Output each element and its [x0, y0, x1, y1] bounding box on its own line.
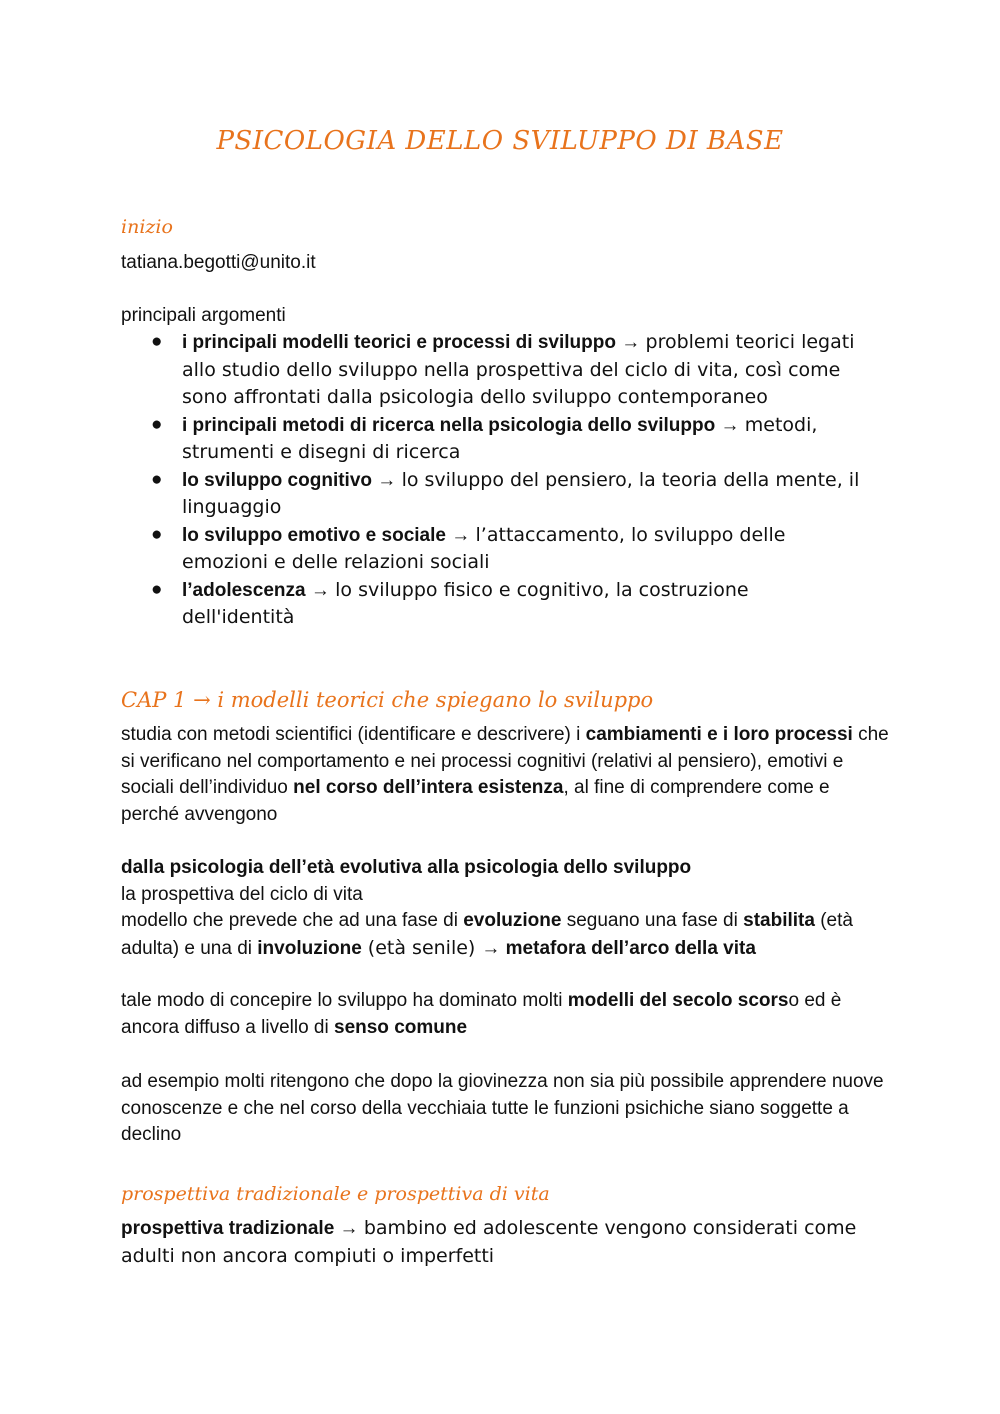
arrow: → [445, 524, 476, 546]
cap1-paragraph-1: studia con metodi scientifici (identificare e descrivere) i cambiamenti e i loro processi che si verificano nel comportamento e nei processi cognitivi (relativi al pensiero), emotivi e sociali dell’individuo nel corso dell’intera esistenza, al fine di comprendere come e perché avvengono [121, 724, 889, 825]
argomenti-list [121, 329, 861, 632]
arrow: → [615, 332, 646, 353]
document-title: PSICOLOGIA DELLO SVILUPPO DI BASE [216, 126, 784, 156]
bullet-text: l’attaccamento, lo sviluppo delle emozioni e delle relazioni sociali [182, 523, 786, 573]
prospettiva-paragraph: prospettiva tradizionale → bambino ed adolescente vengono considerati come adulti non ancora compiuti o imperfetti [121, 1217, 857, 1267]
bullet-icon: ● [151, 523, 163, 545]
bullet-icon: ● [151, 413, 163, 435]
bullet-text: problemi teorici legati allo studio dello sviluppo nella prospettiva del ciclo di vita, così come sono affrontati dalla psicologia dello sviluppo contemporaneo [182, 331, 855, 408]
bullet-icon: ● [151, 578, 163, 600]
bullet-icon: ● [151, 468, 163, 490]
bullet-bold: lo sviluppo emotivo e sociale [182, 524, 446, 546]
argomenti-label: principali argomenti [121, 305, 286, 326]
bullet-text: lo sviluppo del pensiero, la teoria della mente, il linguaggio [182, 468, 860, 518]
bullet-text: lo sviluppo fisico e cognitivo, la costruzione dell'identità [182, 578, 749, 628]
heading-prospettiva: prospettiva tradizionale e prospettiva di vita [121, 1183, 550, 1205]
arrow: → [372, 469, 402, 491]
subheading-bold: dalla psicologia dell’età evolutiva alla psicologia dello sviluppo [121, 857, 692, 878]
list-item [121, 522, 861, 577]
bullet-icon: ● [151, 331, 163, 352]
ciclo-di-vita-line: la prospettiva del ciclo di vita [121, 883, 363, 905]
bullet-bold: i principali metodi di ricerca nella psicologia dello sviluppo [182, 414, 716, 436]
arrow: → [305, 579, 336, 601]
cap1-paragraph-2 [121, 855, 891, 962]
arrow: → [715, 414, 745, 436]
cap1-paragraph-3: tale modo di concepire lo sviluppo ha dominato molti modelli del secolo scorso ed è ancora diffuso a livello di senso comune [121, 990, 842, 1038]
cap1-paragraph-4: ad esempio molti ritengono che dopo la giovinezza non sia più possibile apprendere nuove conoscenze e che nel corso della vecchiaia tutte le funzioni psichiche siano soggette a declino [121, 1071, 884, 1145]
bullet-bold: l’adolescenza [182, 579, 306, 601]
bullet-text: metodi, strumenti e disegni di ricerca [182, 413, 818, 463]
heading-inizio: inizio [121, 216, 173, 238]
heading-cap1: CAP 1 → i modelli teorici che spiegano lo sviluppo [121, 688, 654, 712]
email-text: tatiana.begotti@unito.it [121, 252, 316, 273]
list-item [121, 412, 861, 467]
list-item [121, 329, 861, 412]
bullet-bold: i principali modelli teorici e processi di sviluppo [182, 332, 616, 353]
list-item [121, 577, 861, 632]
list-item [121, 467, 861, 522]
modello-line: modello che prevede che ad una fase di evoluzione seguano una fase di stabilita (età adulta) e una di involuzione (età senile) → metafora dell’arco della vita [121, 910, 853, 959]
bullet-bold: lo sviluppo cognitivo [182, 469, 372, 491]
